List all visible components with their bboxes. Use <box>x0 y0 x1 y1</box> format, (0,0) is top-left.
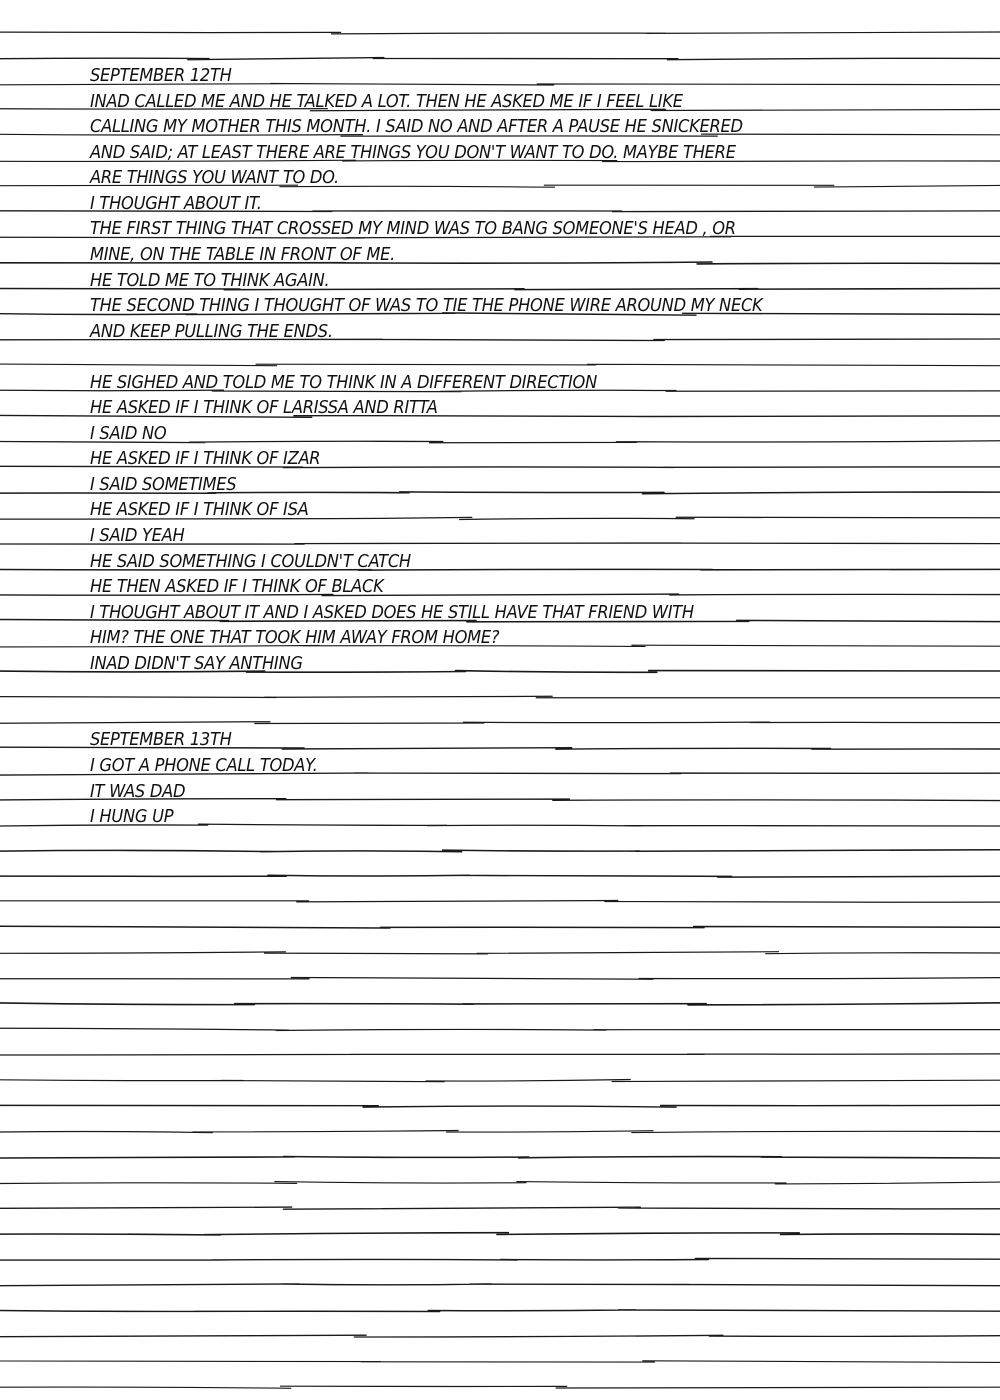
ruled-line <box>0 1310 1000 1312</box>
entry-date-heading: SEPTEMBER 12TH <box>90 66 232 87</box>
entry-line: IT WAS DAD <box>90 781 186 802</box>
ruled-line <box>0 1386 1000 1388</box>
entry-line: HE ASKED IF I THINK OF ISA <box>90 500 309 521</box>
entry-line: I SAID SOMETIMES <box>90 474 237 495</box>
entry-line <box>90 676 890 702</box>
ruled-line <box>0 1054 1000 1055</box>
ruled-line <box>0 1182 1000 1184</box>
ruled-line <box>0 875 1000 877</box>
entry-line: I THOUGHT ABOUT IT AND I ASKED DOES HE STILL HAVE THAT FRIEND WITH <box>90 602 694 623</box>
entry-line <box>90 344 890 370</box>
ruled-line <box>0 1335 1000 1337</box>
ruled-line <box>0 1131 1000 1133</box>
entry-line: HE SIGHED AND TOLD ME TO THINK IN A DIFFERENT DIRECTION <box>90 372 597 393</box>
ruled-line <box>0 1028 1000 1030</box>
entry-line: HE ASKED IF I THINK OF IZAR <box>90 449 321 470</box>
entry-line: CALLING MY MOTHER THIS MONTH. I SAID NO AND AFTER A PAUSE HE SNICKERED <box>90 117 743 138</box>
entry-line: INAD DIDN'T SAY ANTHING <box>90 653 303 674</box>
ruled-line <box>0 901 1000 903</box>
ruled-line <box>0 850 1000 852</box>
ruled-line <box>0 1284 1000 1286</box>
entry-line: HE ASKED IF I THINK OF LARISSA AND RITTA <box>90 398 438 419</box>
entry-line: I HUNG UP <box>90 807 174 828</box>
entry-line: ARE THINGS YOU WANT TO DO. <box>90 168 339 189</box>
ruled-line <box>0 32 1000 34</box>
entry-line: AND SAID; AT LEAST THERE ARE THINGS YOU DON'T WANT TO DO. MAYBE THERE <box>90 142 736 163</box>
ruled-line <box>0 926 1000 928</box>
ruled-line <box>0 1258 1000 1260</box>
entry-line: AND KEEP PULLING THE ENDS. <box>90 321 333 342</box>
ruled-line <box>0 1361 1000 1363</box>
ruled-line <box>0 1080 1000 1082</box>
entry-line: INAD CALLED ME AND HE TALKED A LOT. THEN HE ASKED ME IF I FEEL LIKE <box>90 91 683 112</box>
ruled-line <box>0 1207 1000 1209</box>
entry-date-heading: SEPTEMBER 13TH <box>90 730 232 751</box>
entry-line: I GOT A PHONE CALL TODAY. <box>90 755 318 776</box>
entry-line <box>90 702 890 728</box>
entry-line: I SAID YEAH <box>90 526 185 546</box>
entry-line: HE SAID SOMETHING I COULDN'T CATCH <box>90 551 411 572</box>
entry-line: THE FIRST THING THAT CROSSED MY MIND WAS TO BANG SOMEONE'S HEAD , OR <box>90 219 736 240</box>
ruled-line <box>0 58 1000 60</box>
entry-line: MINE, ON THE TABLE IN FRONT OF ME. <box>90 244 395 265</box>
entry-line: THE SECOND THING I THOUGHT OF WAS TO TIE THE PHONE WIRE AROUND MY NECK <box>90 296 763 317</box>
ruled-line <box>0 1233 1000 1235</box>
entry-line: I SAID NO <box>90 423 167 444</box>
ruled-line <box>0 1003 1000 1005</box>
entry-line: I THOUGHT ABOUT IT. <box>90 193 262 214</box>
ruled-line <box>0 1157 1000 1159</box>
entry-line: HE TOLD ME TO THINK AGAIN. <box>90 270 330 291</box>
ruled-line <box>0 978 1000 980</box>
entry-line: HIM? THE ONE THAT TOOK HIM AWAY FROM HOME? <box>90 628 500 649</box>
ruled-line <box>0 1105 1000 1107</box>
entry-line: HE THEN ASKED IF I THINK OF BLACK <box>90 577 384 598</box>
ruled-line <box>0 952 1000 954</box>
